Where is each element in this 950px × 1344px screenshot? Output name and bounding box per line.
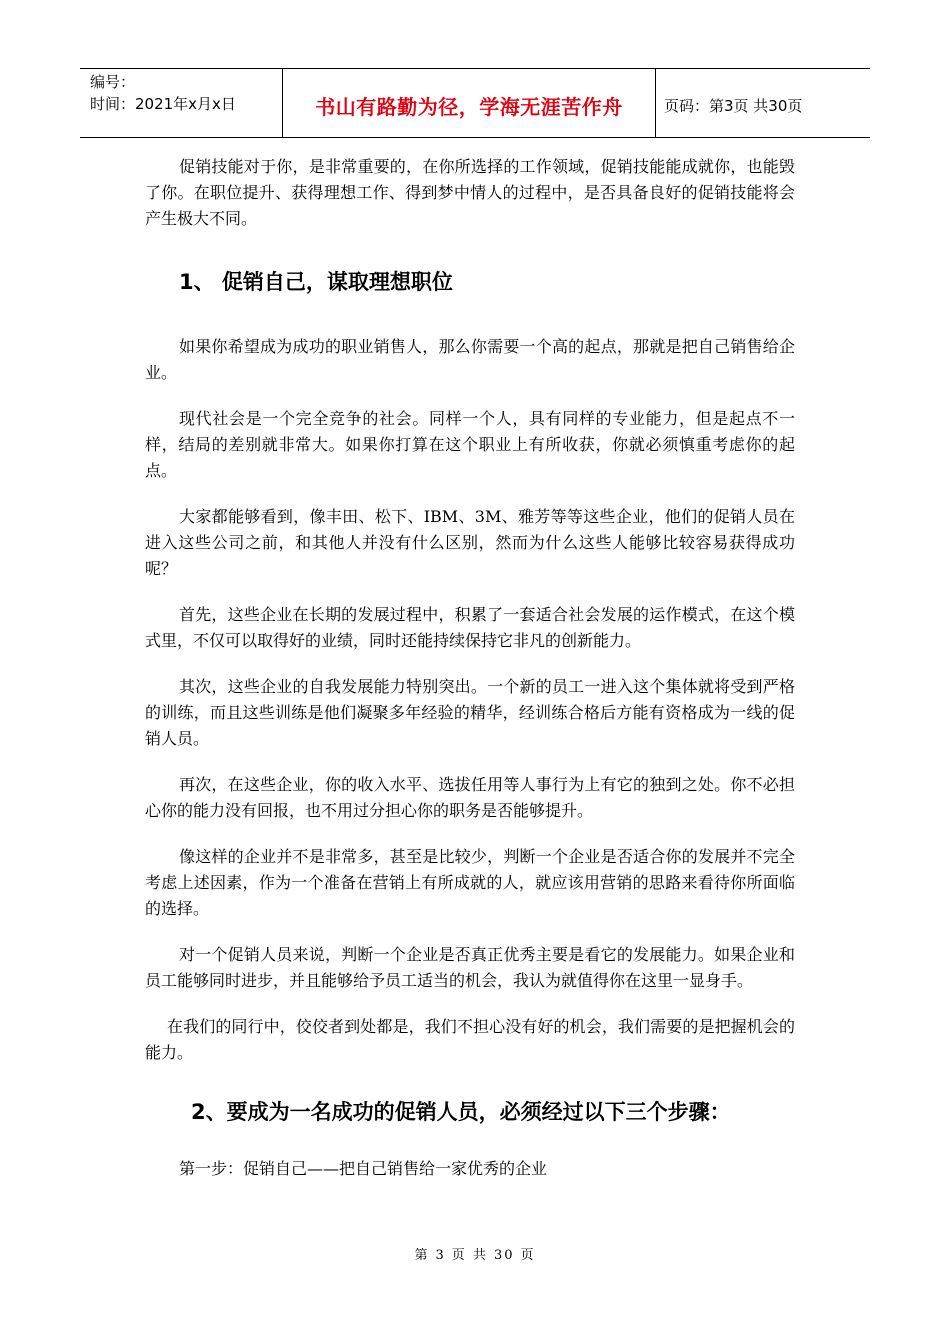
- paragraph: 大家都能够看到，像丰田、松下、IBM、3M、雅芳等等这些企业，他们的促销人员在进入这些公司之前，和其他人并没有什么区别，然而为什么这些人能够比较容易获得成功呢？: [145, 507, 795, 578]
- paragraph-step-one: 第一步：促销自己——把自己销售给一家优秀的企业: [179, 1159, 548, 1178]
- paragraph: 如果你希望成为成功的职业销售人，那么你需要一个高的起点，那就是把自己销售给企业。: [145, 337, 795, 382]
- footer-suffix: 页: [520, 1248, 536, 1263]
- footer-current-page: 3: [435, 1248, 446, 1263]
- paragraph: 首先，这些企业在长期的发展过程中，积累了一套适合社会发展的运作模式，在这个模式里，不仅可以取得好的业绩，同时还能持续保持它非凡的创新能力。: [145, 605, 795, 650]
- header-motto-cell: [283, 69, 656, 137]
- paragraph: 再次，在这些企业，你的收入水平、选拔任用等人事行为上有它的独到之处。你不必担心你的能力没有回报，也不用过分担心你的职务是否能够提升。: [145, 775, 795, 820]
- page-footer: [0, 1244, 950, 1263]
- footer-total-pages: 30: [493, 1248, 515, 1263]
- paragraph: 像这样的企业并不是非常多，甚至是比较少，判断一个企业是否适合你的发展并不完全考虑上述因素，作为一个准备在营销上有所成就的人，就应该用营销的思路来看待你所面临的选择。: [145, 847, 795, 918]
- document-time: 时间：2021年x月x日: [90, 95, 236, 113]
- header-motto: 书山有路勤为径，学海无涯苦作舟: [315, 94, 623, 119]
- document-number: 编号：: [90, 73, 136, 91]
- header-page-info: 页码：第3页 共30页: [664, 96, 803, 115]
- document-body: [145, 152, 795, 1182]
- paragraph: 在我们的同行中，佼佼者到处都是，我们不担心没有好的机会，我们需要的是把握机会的能力。: [145, 1017, 795, 1062]
- footer-mid: 页 共: [451, 1248, 488, 1263]
- footer-prefix: 第: [414, 1248, 430, 1263]
- paragraph: 其次，这些企业的自我发展能力特别突出。一个新的员工一进入这个集体就将受到严格的训练，而且这些训练是他们凝聚多年经验的精华，经训练合格后方能有资格成为一线的促销人员。: [145, 677, 795, 748]
- page-header: [80, 68, 870, 138]
- paragraph: 对一个促销人员来说，判断一个企业是否真正优秀主要是看它的发展能力。如果企业和员工能够同时进步，并且能够给予员工适当的机会，我认为就值得你在这里一显身手。: [145, 945, 795, 990]
- paragraph-intro: 促销技能对于你，是非常重要的，在你所选择的工作领域，促销技能能成就你，也能毁了你。在职位提升、获得理想工作、得到梦中情人的过程中，是否具备良好的促销技能将会产生极大不同。: [145, 157, 795, 228]
- header-page-cell: [656, 69, 870, 137]
- section-heading-1: 1、 促销自己，谋取理想职位: [179, 270, 453, 294]
- section-heading-2: 2、要成为一名成功的促销人员，必须经过以下三个步骤：: [191, 1100, 731, 1124]
- paragraph: 现代社会是一个完全竞争的社会。同样一个人，具有同样的专业能力，但是起点不一样，结局的差别就非常大。如果你打算在这个职业上有所收获，你就必须慎重考虑你的起点。: [145, 409, 795, 480]
- header-meta-cell: [80, 69, 283, 137]
